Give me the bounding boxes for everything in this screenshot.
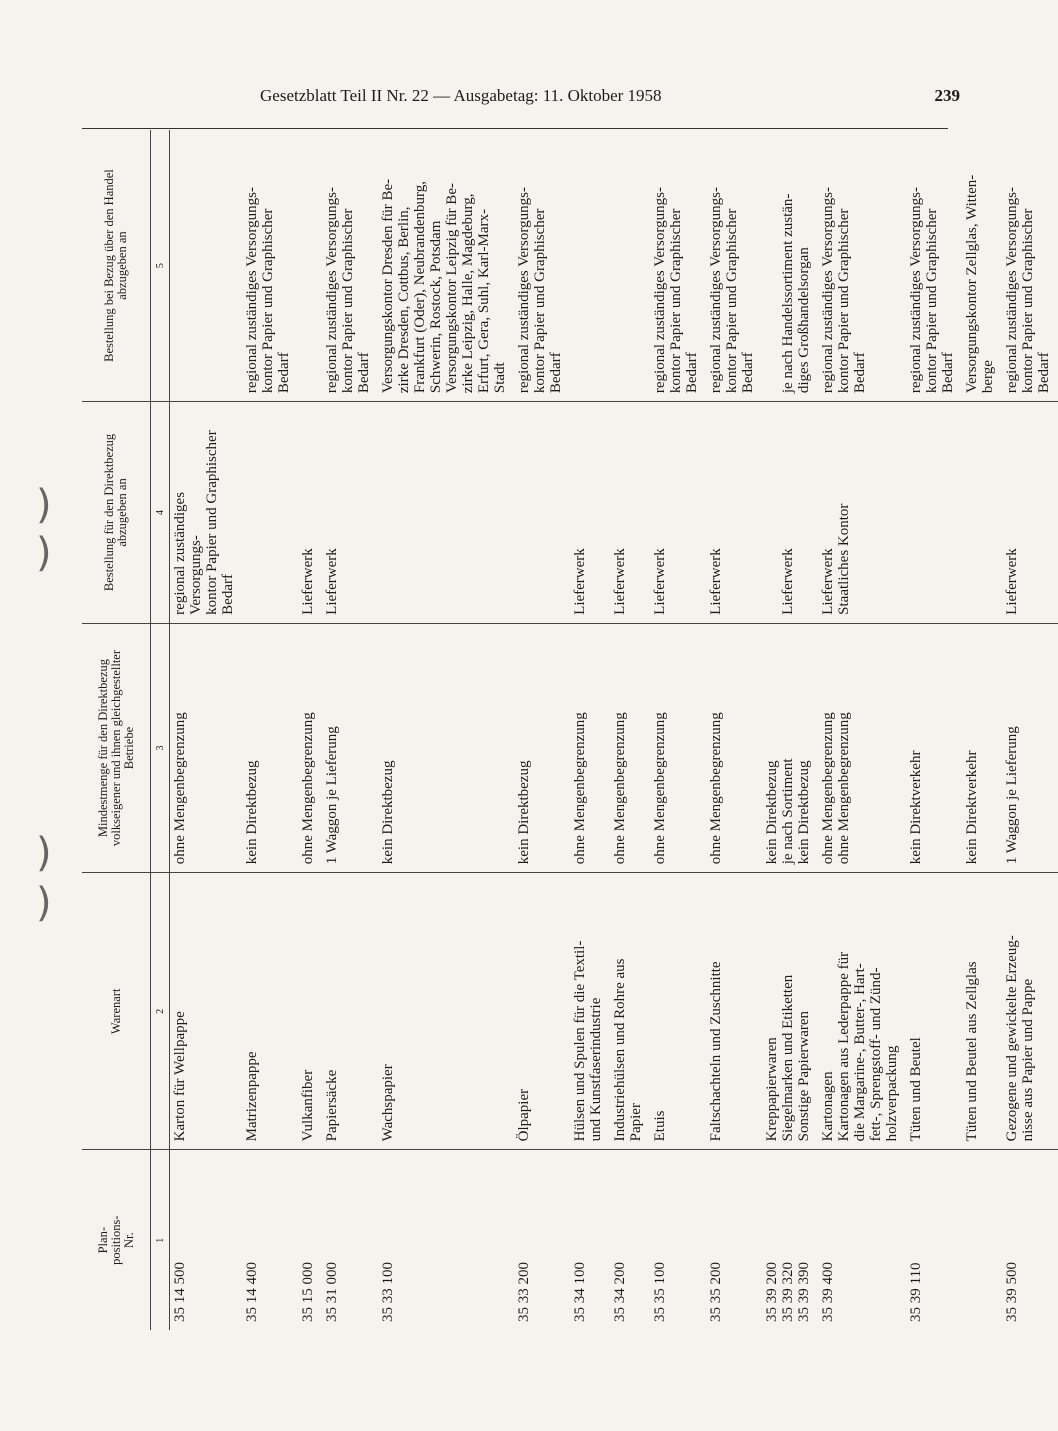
- cell-warenart: Wachspapier: [378, 873, 514, 1150]
- cell-direktbezug: Lieferwerk: [1002, 402, 1058, 624]
- cell-direktbezug: [906, 402, 962, 624]
- rotated-table-container: [82, 130, 1052, 1330]
- cell-direktbezug: Lieferwerk: [706, 402, 762, 624]
- gazette-title: Gesetzblatt Teil II Nr. 22 — Ausgabetag: 11. Oktober 1958: [260, 86, 662, 105]
- table-row: [378, 130, 514, 1330]
- table-row: [298, 130, 322, 1330]
- bezug-table: [82, 130, 1058, 1330]
- cell-direktbezug: [242, 402, 298, 624]
- cell-plan-nr: 35 31 000: [324, 1262, 340, 1322]
- table-row: [906, 130, 962, 1330]
- col-number: 5: [151, 130, 170, 402]
- table-row: [818, 130, 906, 1330]
- table-top-rule: [82, 128, 948, 129]
- cell-handel: [610, 130, 650, 402]
- cell-warenart: Tüten und Beutel aus Zellglas: [962, 873, 1002, 1150]
- punch-mark-icon: ): [36, 880, 52, 926]
- cell-mindestmenge: kein Direktverkehr: [906, 623, 962, 872]
- cell-plan-nr: 35 33 100: [380, 1262, 396, 1322]
- cell-mindestmenge: ohne Mengenbegrenzung: [610, 623, 650, 872]
- cell-plan-nr: 35 14 400: [244, 1262, 260, 1322]
- col-number: 3: [151, 623, 170, 872]
- cell-plan-nr: 35 39 200 35 39 320 35 39 390: [764, 1262, 812, 1322]
- cell-direktbezug: Lieferwerk: [610, 402, 650, 624]
- cell-handel: regional zuständiges Versorgungs- kontor Papier und Graphischer Bedarf: [242, 130, 298, 402]
- cell-handel: je nach Handelssortiment zustän- diges Großhandelsorgan: [762, 130, 818, 402]
- col-header-direktbezug: Bestellung für den Direktbezug abzugeben an: [82, 402, 151, 624]
- cell-mindestmenge: kein Direktbezug: [242, 623, 298, 872]
- cell-warenart: Matrizenpappe: [242, 873, 298, 1150]
- cell-warenart: Kreppapierwaren Siegelmarken und Etiketten Sonstige Papierwaren: [762, 873, 818, 1150]
- cell-plan-nr: 35 39 400: [820, 1262, 836, 1322]
- punch-mark-icon: ): [36, 830, 52, 876]
- page-number: 239: [934, 86, 960, 105]
- table-row: [650, 130, 706, 1330]
- cell-mindestmenge: ohne Mengenbegrenzung: [650, 623, 706, 872]
- cell-direktbezug: Lieferwerk Staatliches Kontor: [818, 402, 906, 624]
- col-header-mindestmenge: Mindestmenge für den Direktbezug volkseigener und ihnen gleichgestellter Betriebe: [82, 623, 151, 872]
- cell-warenart: Vulkanfiber: [298, 873, 322, 1150]
- col-number: 4: [151, 402, 170, 624]
- cell-plan-nr: [962, 1150, 1002, 1330]
- cell-handel: Versorgungskontor Zellglas, Witten- berge: [962, 130, 1002, 402]
- cell-mindestmenge: 1 Waggon je Lieferung: [1002, 623, 1058, 872]
- cell-mindestmenge: kein Direktbezug: [514, 623, 570, 872]
- cell-plan-nr: 35 15 000: [300, 1262, 316, 1322]
- cell-plan-nr: 35 14 500: [172, 1262, 188, 1322]
- table-row: [610, 130, 650, 1330]
- table-row: [962, 130, 1002, 1330]
- cell-handel: regional zuständiges Versorgungs- kontor Papier und Graphischer Bedarf: [514, 130, 570, 402]
- table-row: [170, 130, 243, 1330]
- col-number: 2: [151, 873, 170, 1150]
- cell-warenart: Ölpapier: [514, 873, 570, 1150]
- cell-handel: regional zuständiges Versorgungs- kontor Papier und Graphischer Bedarf: [906, 130, 962, 402]
- cell-mindestmenge: ohne Mengenbegrenzung: [298, 623, 322, 872]
- cell-direktbezug: [514, 402, 570, 624]
- page-header: [260, 86, 960, 116]
- cell-direktbezug: regional zuständiges Versorgungs- kontor Papier und Graphischer Bedarf: [170, 402, 243, 624]
- cell-warenart: Tüten und Beutel: [906, 873, 962, 1150]
- cell-handel: regional zuständiges Versorgungs- kontor Papier und Graphischer Bedarf: [818, 130, 906, 402]
- cell-mindestmenge: ohne Mengenbegrenzung: [706, 623, 762, 872]
- punch-mark-icon: ): [36, 530, 52, 576]
- table-body: [170, 130, 1058, 1330]
- cell-mindestmenge: kein Direktverkehr: [962, 623, 1002, 872]
- cell-direktbezug: Lieferwerk: [298, 402, 322, 624]
- cell-warenart: Hülsen und Spulen für die Textil- und Kunstfaserindustrie: [570, 873, 610, 1150]
- cell-plan-nr: 35 34 200: [612, 1262, 628, 1322]
- table-row: [570, 130, 610, 1330]
- col-header-nr: Plan- positions- Nr.: [82, 1150, 151, 1330]
- table-row: [762, 130, 818, 1330]
- cell-warenart: Karton für Wellpappe: [170, 873, 243, 1150]
- cell-warenart: Kartonagen Kartonagen aus Lederpappe für die Margarine-, Butter-, Hart- fett-, Sprengstoff- und Zünd- holzverpackung: [818, 873, 906, 1150]
- cell-handel: regional zuständiges Versorgungs- kontor Papier und Graphischer Bedarf: [322, 130, 378, 402]
- col-header-handel: Bestellung bei Bezug über den Handel abzugeben an: [82, 130, 151, 402]
- cell-plan-nr: 35 35 200: [708, 1262, 724, 1322]
- cell-direktbezug: [962, 402, 1002, 624]
- cell-direktbezug: Lieferwerk: [322, 402, 378, 624]
- cell-mindestmenge: ohne Mengenbegrenzung ohne Mengenbegrenzung: [818, 623, 906, 872]
- cell-plan-nr: 35 33 200: [516, 1262, 532, 1322]
- cell-handel: Versorgungskontor Dresden für Be- zirke Dresden, Cottbus, Berlin, Frankfurt (Oder), Neubrandenburg, Schwerin, Rostock, Potsdam Versorgungskontor Leipzig für Be- zirke Leipzig, Halle, Magdeburg, Erfurt, Gera, Suhl, Karl-Marx- Stadt: [378, 130, 514, 402]
- cell-handel: regional zuständiges Versorgungs- kontor Papier und Graphischer Bedarf: [1002, 130, 1058, 402]
- cell-warenart: Industriehülsen und Rohre aus Papier: [610, 873, 650, 1150]
- cell-direktbezug: Lieferwerk: [650, 402, 706, 624]
- col-number: 1: [151, 1150, 170, 1330]
- header-row: [82, 130, 151, 1330]
- cell-warenart: Gezogene und gewickelte Erzeug- nisse aus Papier und Pappe: [1002, 873, 1058, 1150]
- table-row: [322, 130, 378, 1330]
- cell-plan-nr: 35 34 100: [572, 1262, 588, 1322]
- cell-handel: [298, 130, 322, 402]
- cell-warenart: Faltschachteln und Zuschnitte: [706, 873, 762, 1150]
- punch-mark-icon: ): [36, 482, 52, 528]
- cell-direktbezug: Lieferwerk: [762, 402, 818, 624]
- cell-plan-nr: 35 35 100: [652, 1262, 668, 1322]
- cell-warenart: Etuis: [650, 873, 706, 1150]
- table-row: [514, 130, 570, 1330]
- cell-plan-nr: 35 39 110: [908, 1262, 924, 1322]
- cell-direktbezug: [378, 402, 514, 624]
- cell-direktbezug: Lieferwerk: [570, 402, 610, 624]
- cell-mindestmenge: kein Direktbezug: [378, 623, 514, 872]
- cell-plan-nr: 35 39 500: [1004, 1262, 1020, 1322]
- table-row: [1002, 130, 1058, 1330]
- cell-mindestmenge: ohne Mengenbegrenzung: [170, 623, 243, 872]
- cell-handel: [170, 130, 243, 402]
- column-number-row: [151, 130, 170, 1330]
- cell-warenart: Papiersäcke: [322, 873, 378, 1150]
- table-row: [242, 130, 298, 1330]
- cell-mindestmenge: kein Direktbezug je nach Sortiment kein Direktbezug: [762, 623, 818, 872]
- cell-handel: regional zuständiges Versorgungs- kontor Papier und Graphischer Bedarf: [650, 130, 706, 402]
- table-row: [706, 130, 762, 1330]
- cell-handel: [570, 130, 610, 402]
- col-header-warenart: Warenart: [82, 873, 151, 1150]
- cell-handel: regional zuständiges Versorgungs- kontor Papier und Graphischer Bedarf: [706, 130, 762, 402]
- cell-mindestmenge: ohne Mengenbegrenzung: [570, 623, 610, 872]
- cell-mindestmenge: 1 Waggon je Lieferung: [322, 623, 378, 872]
